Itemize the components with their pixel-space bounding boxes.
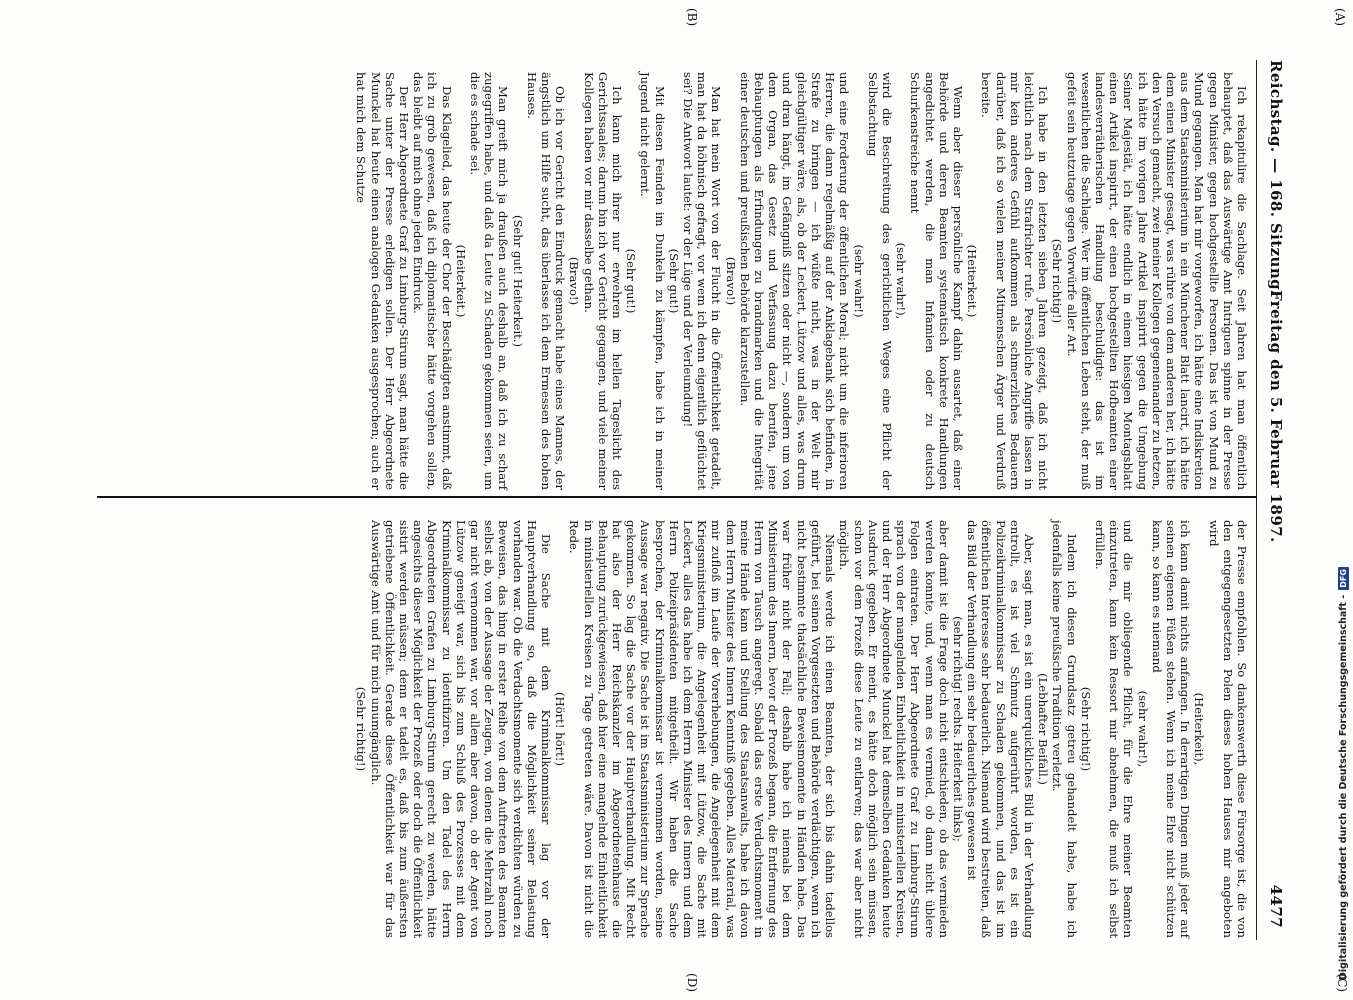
paragraph: und eine Forderung der öffentlichen Moral; nicht um die inferioren Herren, die dann regelmäßig auf der Anklagebank sich befinden, in Strafe zu bringen — ich wüßte nicht, was in der Welt mir gleichgültiger wäre, als, ob der Leckert, Lützow und alles, was drum und dran hängt, im Gefängniß sitzen oder nicht —, sondern um von dem Organ, das Gesetz und Verfassung dazu berufen, jene Behauptungen als Erfindungen zu brandmarken und die Integrität einer deutschen und preußischen Behörde klarzustellen. — [737, 72, 852, 490]
margin-marker-d: (D) — [685, 973, 699, 992]
reaction-note: (Sehr gut!) — [624, 248, 639, 314]
header-date: Freitag den 5. Februar 1897. — [1267, 290, 1285, 543]
reaction-note: (Heiterkeit.) — [965, 244, 980, 318]
paragraph: wird die Beschreitung des gerichtlichen Weges eine Pflicht der Selbstachtung — [865, 72, 894, 490]
paragraph: Indem ich diesen Grundsatz getreu gehandelt habe, habe ich jedenfalls keine preußische Tradition verletzt. — [1050, 520, 1079, 938]
paragraph: Der Herr Abgeordnete Graf zu Limburg-Stirum sagt, man hätte die Sache unter der Presse erledigen sollen. Der Herr Abgeordnete Munckel hat heute einen analogen Gedanken ausgesprochen; auch er hat mich dem Schutze — [354, 72, 412, 490]
paragraph: Die Sache mit dem Kriminalkommissar lag vor der Hauptverhandlung so, daß die Möglichkeit seiner Belastung vorhanden war. Ob die Verdachtsmomente sich verdichten würden zu Beweisen, das hing in erster Reihe von dem Auftreten des Beamten selbst ab, von der Aussage der Zeugen, von denen die Mehrzahl noch gar nicht vernommen war, vor allem aber davon, ob der Agent von Lützow geneigt war, sich bis zum Schluß des Prozesses mit dem Kriminalkommissar zu identifiziren. Um den Tadel des Herrn Abgeordneten Grafen zu Limburg-Stirum gerecht zu werden, hätte angesichts dieser Möglichkeit der Prozeß oder doch die Öffentlichkeit sistirt werden müssen; denn er tadelt es, daß bis zum äußersten getriebene Öffentlichkeit. Gerade diese Öffentlichkeit war für das Auswärtige Amt und für mich unumgänglich. — [368, 520, 554, 938]
paragraph: Man greift mich ja draußen auch deshalb an, daß ich zu scharf zugegriffen habe, und daß da Leute zu Schaden gekommen seien, um die es schade sei. — [468, 72, 511, 490]
reaction-note: (Lebhafter Beifall.) — [1036, 673, 1051, 785]
footer-text: Digitalisierung gefördert durch die Deutsche Forschungsgemeinschaft - — [1337, 594, 1349, 980]
reaction-note: (sehr wahr!) — [851, 244, 866, 318]
paragraph: Mit diesen Feinden im Dunkeln zu kämpfen, habe ich in meiner Jugend nicht gelernt. — [638, 72, 667, 490]
paragraph: Ich habe in den letzten sieben Jahren gezeigt, daß ich nicht leichtlich nach dem Strafrichter rufe. Persönliche Angriffe lassen in mir kein anderes Gefühl aufkommen als schmerzliches Bedauern darüber, daß ich so vielen meiner Mitmenschen Ärger und Verdruß bereite. — [979, 72, 1051, 490]
column-divider — [97, 496, 1257, 498]
dfg-logo: DFG — [1338, 569, 1348, 588]
paragraph: Ob ich vor Gericht den Eindruck gemacht habe eines Mannes, der ängstlich um Hilfe sucht, das überlasse ich dem Ermessen des hohen Hauses. — [524, 72, 568, 490]
reaction-note: (Hört! hört!) — [553, 692, 568, 766]
paragraph: aber damit ist die Frage doch nicht entschieden, ob das vermieden werden konnte, und, wenn man es vermied, ob dann nicht üblere Folgen eintraten. Der Herr Abgeordnete Graf zu Limburg-Stirum sprach von der mangelnden Einheitlichkeit in ministeriellen Kreisen, und der Herr Abgeordnete Munckel hat demselben Gedanken heute Ausdruck gegeben. Er meint, es hätte doch möglich sein müssen, schon vor dem Prozeß diese Leute zu entlarven; das war aber nicht möglich. — [837, 520, 951, 938]
paragraph: der Presse empfohlen. So dankenswerth diese Fürsorge ist, die von den entgegengesetzten Polen dieses hohen Hauses mir angeboten wird — [1206, 520, 1249, 938]
header-session: Reichstag. — 168. Sitzung. — [1267, 60, 1285, 296]
paragraph: Niemals werde ich einen Beamten, der sich bis dahin tadellos geführt, bei seinen Vorgesetzten und Behörde verdächtigen, wenn ich nicht bestimmte thatsächliche Beweismomente in Händen habe. Das war früher nicht der Fall; deshalb habe ich niemals bei dem Ministerium des Innern, bevor der Prozeß begann, die Entfernung des Herrn von Tausch angeregt. Sobald das erste Verdachtsmoment in meine Hände kam und Stellung des Staatsanwalts, habe ich davon dem Herrn Minister des Innern Kenntniß gegeben. Alles Material, was mir zufloß im Laufe der Vorerhebungen, die Angelegenheit mit dem Kriegsministerium, die Angelegenheit mit Lützow, die Sache mit Leckert, alles das habe ich dem Herrn Minister des Innern und dem Herrn Polizeipräsidenten mitgetheilt. Wir haben die Sache besprochen, der Kriminalkommissar ist vernommen worden, seine Aussage war negativ. Die Sache ist im Staatsministerium zur Sprache gekommen. So lag die Sache vor der Hauptverhandlung. Mit Recht hat also der Herr Reichskanzler im Abgeordnetenhause die Behauptung zurückgewiesen, daß hier eine mangelnde Einheitlichkeit in ministeriellen Kreisen zu Tage getreten wäre. Davon ist nicht die Rede. — [567, 520, 838, 938]
paragraph: Wenn aber dieser persönliche Kampf dahin ausartet, daß einer Behörde und deren Beamten systematisch konkrete Handlungen angedichtet werden, die man Infamien oder zu deutsch Schurkenstreiche nennt — [908, 72, 965, 490]
left-column — [354, 72, 1249, 490]
reaction-note: (Bravo!) — [567, 256, 582, 306]
paragraph: Ich kann mich ihrer nur erwehren im hellen Tageslicht des Gerichtssaales; darum bin ich vor Gericht gegangen, und viele meiner Kollegen haben vor mir dasselbe gethan. — [581, 72, 625, 490]
reaction-note: (Sehr gut!) — [666, 248, 681, 314]
header-rule — [1256, 60, 1257, 940]
reaction-note: (sehr richtig! rechts. Heiterkeit links); — [950, 616, 965, 842]
paragraph: ich kann damit nichts anfangen. In derartigen Dingen muß jeder auf seinen eigenen Füßen stehen. Wenn ich meine Ehre nicht schützen kann, so kann es niemand — [1149, 520, 1193, 938]
reaction-note: (Sehr richtig!) — [1078, 686, 1093, 772]
reaction-note: (sehr wahr!), — [894, 242, 909, 320]
paragraph: Ich rekapitulire die Sachlage. Seit Jahren hat man öffentlich behauptet, daß das Auswärtige Amt Intriguen spinne in der Presse gegen Minister, gegen hochgestellte Personen. Das ist von Mund zu Mund gegangen. Man hat mir vorgeworfen, ich hätte eine Indiskretion aus dem Staatsministerium in ein Münchener Blatt lancirt, ich hätte dem einen Minister gesagt, was rühre von dem anderen her, ich hätte den Versuch gemacht, zwei meiner Kollegen gegeneinander zu hetzen, ich hätte im vorigen Jahre Artikel inspirirt gegen die Umgebung Seiner Majestät, ich hätte endlich in einem hiesigen Montagsblatt einen Artikel inspirirt, der einen hochgestellten Hofbeamten einer landesverrätherischen Handlung beschuldigte: das ist im wesentlichen die Sachlage. Wer im öffentlichen Leben steht, der muß gefeit sein heutzutage gegen Vorwürfe aller Art. — [1064, 72, 1249, 490]
margin-marker-b: (B) — [685, 8, 699, 27]
page-header — [1261, 60, 1285, 928]
reaction-note: (Bravo!) — [723, 256, 738, 306]
paragraph: und die mir obliegende Pflicht, für die Ehre meiner Beamten einzutreten, kann kein Ressort mir abnehmen, die muß ich selbst erfüllen. — [1092, 520, 1136, 938]
reaction-note: (Sehr richtig!) — [1050, 238, 1065, 324]
reaction-note: (Heiterkeit.) — [453, 244, 468, 318]
page-number: 4477 — [1267, 884, 1285, 928]
margin-marker-a: (A) — [1333, 8, 1347, 27]
paragraph: Man hat mein Wort von der Flucht in die Öffentlichkeit getadelt, man hat da höhnisch gefragt, vor wem ich denn eigentlich geflüchtet sei? Die Antwort lautet: vor der Lüge und der Verleumdung! — [681, 72, 724, 490]
digitization-footer — [1336, 360, 1350, 980]
paragraph: Aber, sagt man, es ist ein unerquickliches Bild in der Verhandlung entrollt, es ist viel Schmutz aufgerührt worden, es ist ein Polizeikriminalkommissar zu Schaden gekommen, und das ist im öffentlichen Interesse sehr bedauerlich. Niemand wird bestreiten, daß das Bild der Verhandlung ein sehr bedauerliches gewesen ist — [965, 520, 1036, 938]
reaction-note: (sehr wahr!), — [1135, 690, 1150, 768]
margin-marker-c: (C) — [1335, 973, 1349, 992]
paragraph: Das Klagelied, das heute der Chor der Beschädigten anstimmt, daß ich zu grob gewesen, daß ich diplomatischer hätte vorgehen sollen, das bleibt auf mich ohne jeden Eindruck. — [411, 72, 454, 490]
reaction-note: (Sehr gut! Heiterkeit.) — [510, 214, 525, 348]
reaction-note: (Heiterkeit), — [1192, 692, 1207, 766]
right-column — [354, 520, 1249, 938]
reaction-note: (Sehr richtig!) — [354, 686, 369, 772]
